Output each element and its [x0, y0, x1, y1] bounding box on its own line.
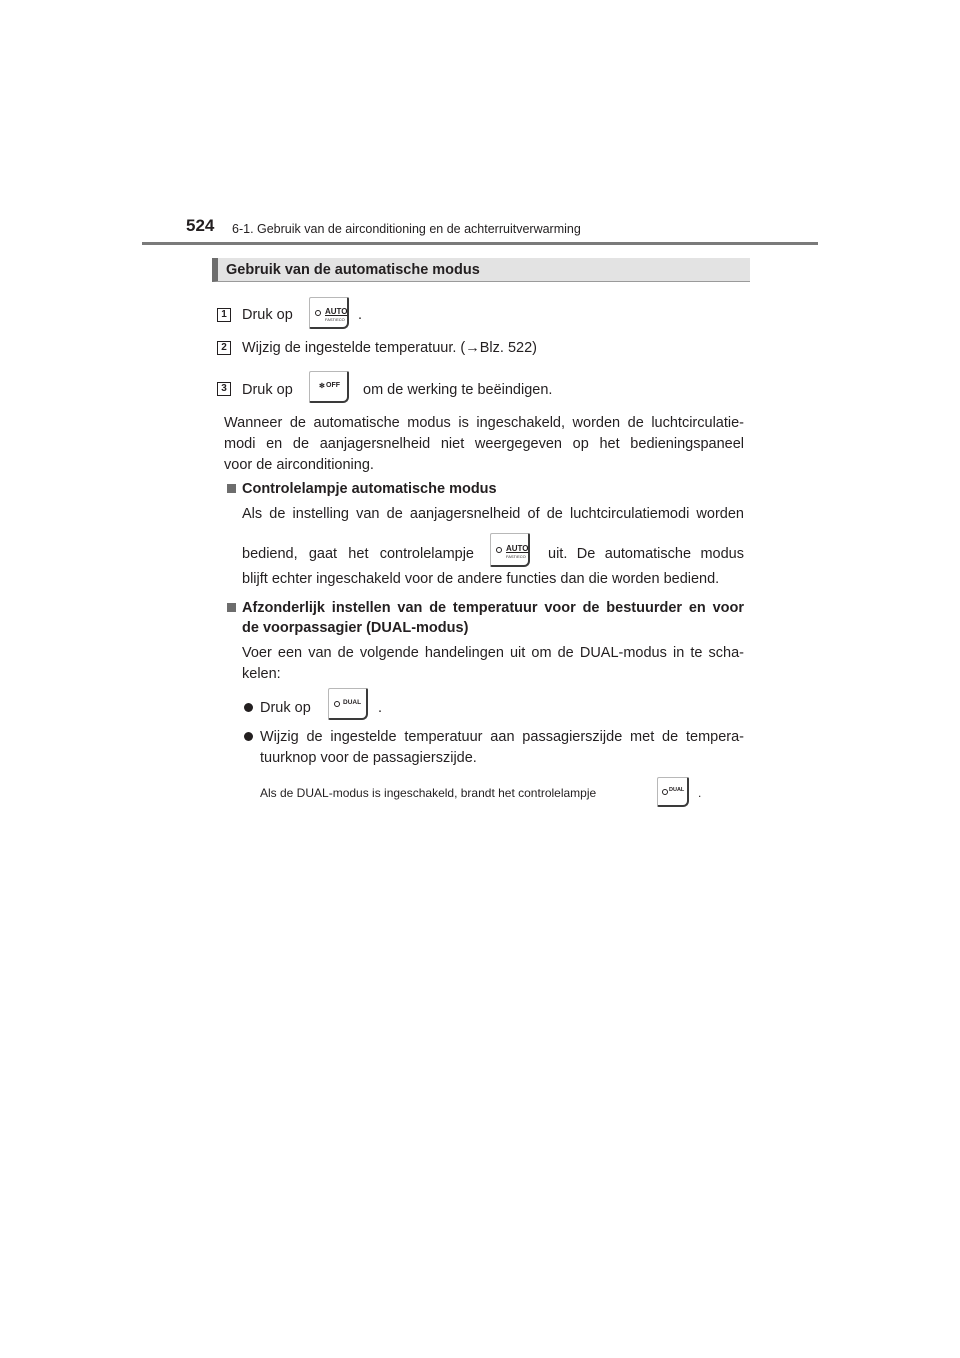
subsection-1-line-3: blijft echter ingeschakeld voor de andere functies dan die worden bediend.	[242, 571, 720, 587]
subsection-1-title: Controlelampje automatische modus	[242, 481, 497, 497]
section-title: Gebruik van de automatische modus	[226, 262, 480, 278]
step-3-text-after: om de werking te beëindigen.	[363, 382, 553, 398]
auto-indicator-icon	[490, 533, 530, 567]
page-number: 524	[186, 216, 215, 235]
intro-line-1: Wanneer de automatische modus is ingeschakeld, worden de luchtcirculatie-	[224, 415, 744, 431]
dual-indicator-label: DUAL	[669, 787, 685, 793]
step-1-text-before: Druk op	[242, 307, 293, 323]
step-3-text-before: Druk op	[242, 382, 293, 398]
subsection-1-line-2-before: bediend, gaat het controlelampje	[242, 546, 474, 562]
intro-line-3: voor de airconditioning.	[224, 457, 374, 473]
bullet-dot-icon	[244, 732, 253, 741]
dual-indicator-icon	[657, 777, 689, 807]
step-1-text-after: .	[358, 307, 363, 323]
section-header	[212, 258, 750, 282]
indicator-led-icon	[662, 789, 668, 795]
note-text-after: .	[698, 786, 702, 800]
bullet-dot-icon	[244, 703, 253, 712]
bullet-1-text-after: .	[378, 700, 383, 716]
step-number-1: 1	[217, 308, 231, 322]
off-button-label: OFF	[326, 382, 340, 389]
subsection-2-title-line-1: Afzonderlijk instellen van de temperatuur voor de bestuurder en voor	[242, 600, 744, 616]
dual-button-icon	[328, 688, 368, 720]
subsection-2-body-line-2: kelen:	[242, 666, 281, 682]
subsection-1-line-2-after: uit. De automatische modus	[548, 546, 744, 562]
step-2-text: Wijzig de ingestelde temperatuur. (→Blz. 522)	[242, 340, 537, 356]
bullet-2-line-1: Wijzig de ingestelde temperatuur aan passagierszijde met de tempera-	[260, 729, 744, 745]
auto-indicator-label: AUTO	[506, 544, 529, 553]
header-rule	[142, 242, 818, 245]
fan-icon: ✻	[319, 383, 325, 390]
subsection-1-line-1: Als de instelling van de aanjagersnelheid of de luchtcirculatiemodi worden	[242, 506, 744, 522]
step-number-2: 2	[217, 341, 231, 355]
subsection-2-title-line-2: de voorpassagier (DUAL-modus)	[242, 620, 469, 636]
indicator-led-icon	[334, 701, 340, 707]
intro-line-2: modi en de aanjagersnelheid niet weergegeven op het bedieningspaneel	[224, 436, 744, 452]
indicator-led-icon	[315, 310, 321, 316]
step-number-3: 3	[217, 382, 231, 396]
chapter-title: 6-1. Gebruik van de airconditioning en de achterruitverwarming	[232, 222, 581, 236]
subsection-2-body-line-1: Voer een van de volgende handelingen uit om de DUAL-modus in te scha-	[242, 645, 744, 661]
off-button-icon	[309, 371, 349, 403]
subsection-marker-icon	[227, 484, 236, 493]
auto-button-label: AUTO	[325, 307, 348, 316]
dual-button-label: DUAL	[343, 699, 362, 706]
bullet-2-line-2: tuurknop voor de passagierszijde.	[260, 750, 477, 766]
indicator-led-icon	[496, 547, 502, 553]
subsection-marker-icon	[227, 603, 236, 612]
auto-indicator-sublabel: FAST/ECO	[506, 554, 526, 559]
bullet-1-text-before: Druk op	[260, 700, 311, 716]
note-text-before: Als de DUAL-modus is ingeschakeld, brandt het controlelampje	[260, 786, 597, 800]
auto-button-icon	[309, 297, 349, 329]
auto-button-sublabel: FAST/ECO	[325, 317, 345, 322]
